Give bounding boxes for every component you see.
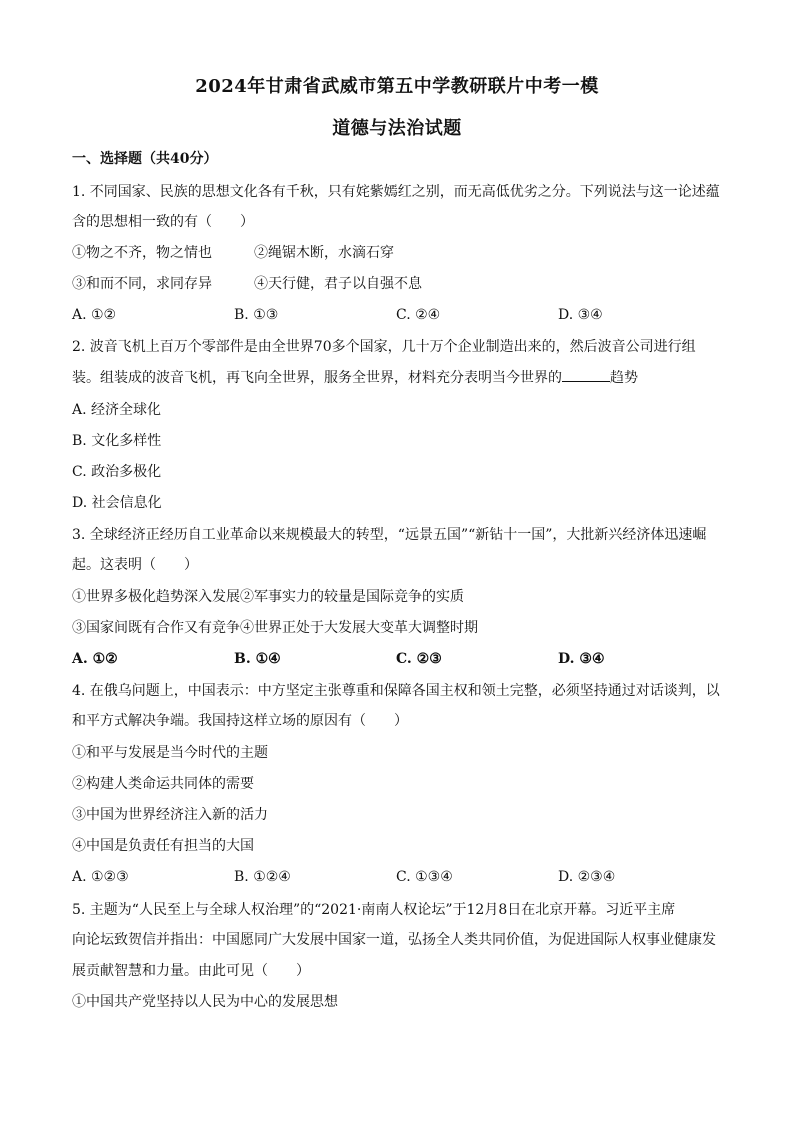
q2-option-a: A. 经济全球化 — [72, 402, 162, 418]
q1-statement-3: ③和而不同，求同存异 — [72, 276, 212, 292]
q1-statement-1: ①物之不齐，物之情也 — [72, 245, 212, 261]
q5-stem-line2: 向论坛致贺信并指出：中国愿同广大发展中国家一道，弘扬全人类共同价值，为促进国际人权事业健康发 — [72, 932, 716, 948]
answer-blank — [562, 369, 610, 382]
q4-option-c: C. ①③④ — [396, 869, 453, 885]
q2-option-c: C. 政治多极化 — [72, 464, 162, 480]
q3-option-b: B. ①④ — [234, 651, 281, 667]
q4-option-b: B. ①②④ — [234, 869, 291, 885]
q4-option-d: D. ②③④ — [558, 869, 616, 885]
q3-stem-line2: 起。这表明（ ） — [72, 557, 198, 573]
q5-statement-1: ①中国共产党坚持以人民为中心的发展思想 — [72, 994, 338, 1010]
q1-stem-line1: 1. 不同国家、民族的思想文化各有千秋，只有姹紫嫣红之别，而无高低优劣之分。下列说法与这一论述蕴 — [72, 184, 720, 200]
q1-statement-2: ②绳锯木断，水滴石穿 — [254, 245, 394, 261]
q3-statements-1-2: ①世界多极化趋势深入发展②军事实力的较量是国际竞争的实质 — [72, 589, 464, 605]
q2-stem-line1: 2. 波音飞机上百万个零部件是由全世界70多个国家，几十万个企业制造出来的，然后波音公司进行组 — [72, 339, 696, 355]
q2-option-b: B. 文化多样性 — [72, 433, 162, 449]
q2-stem-line2 — [72, 369, 638, 387]
section-heading: 一、选择题（共40分） — [72, 151, 218, 167]
q1-stem-line2: 含的思想相一致的有（ ） — [72, 214, 254, 230]
q2-stem-text: 装。组装成的波音飞机，再飞向全世界，服务全世界，材料充分表明当今世界的 — [72, 370, 562, 386]
q4-statement-4: ④中国是负责任有担当的大国 — [72, 838, 254, 854]
q1-option-b: B. ①③ — [234, 307, 279, 323]
q3-option-c: C. ②③ — [396, 651, 442, 667]
q4-statement-2: ②构建人类命运共同体的需要 — [72, 776, 254, 792]
q4-stem-line1: 4. 在俄乌问题上，中国表示：中方坚定主张尊重和保障各国主权和领土完整，必须坚持通过对话谈判，以 — [72, 683, 720, 699]
q2-stem-tail: 趋势 — [610, 370, 638, 386]
q1-option-d: D. ③④ — [558, 307, 603, 323]
q2-option-d: D. 社会信息化 — [72, 495, 162, 511]
q1-option-c: C. ②④ — [396, 307, 441, 323]
exam-subtitle: 道德与法治试题 — [332, 118, 462, 139]
exam-title: 2024年甘肃省武威市第五中学教研联片中考一模 — [195, 76, 599, 97]
q5-stem-line1: 5. 主题为“人民至上与全球人权治理”的“2021·南南人权论坛”于12月8日在北京开幕。习近平主席 — [72, 902, 676, 918]
q3-stem-line1: 3. 全球经济正经历自工业革命以来规模最大的转型，“远景五国”“新钻十一国”，大批新兴经济体迅速崛 — [72, 527, 707, 543]
q1-statement-4: ④天行健，君子以自强不息 — [254, 276, 422, 292]
q4-statement-1: ①和平与发展是当今时代的主题 — [72, 745, 268, 761]
q4-option-a: A. ①②③ — [72, 869, 129, 885]
q3-option-a: A. ①② — [72, 651, 118, 667]
q4-stem-line2: 和平方式解决争端。我国持这样立场的原因有（ ） — [72, 713, 408, 729]
q5-stem-line3: 展贡献智慧和力量。由此可见（ ） — [72, 963, 310, 979]
q3-statements-3-4: ③国家间既有合作又有竞争④世界正处于大发展大变革大调整时期 — [72, 620, 478, 636]
q3-option-d: D. ③④ — [558, 651, 605, 667]
q4-statement-3: ③中国为世界经济注入新的活力 — [72, 807, 268, 823]
q1-option-a: A. ①② — [72, 307, 117, 323]
